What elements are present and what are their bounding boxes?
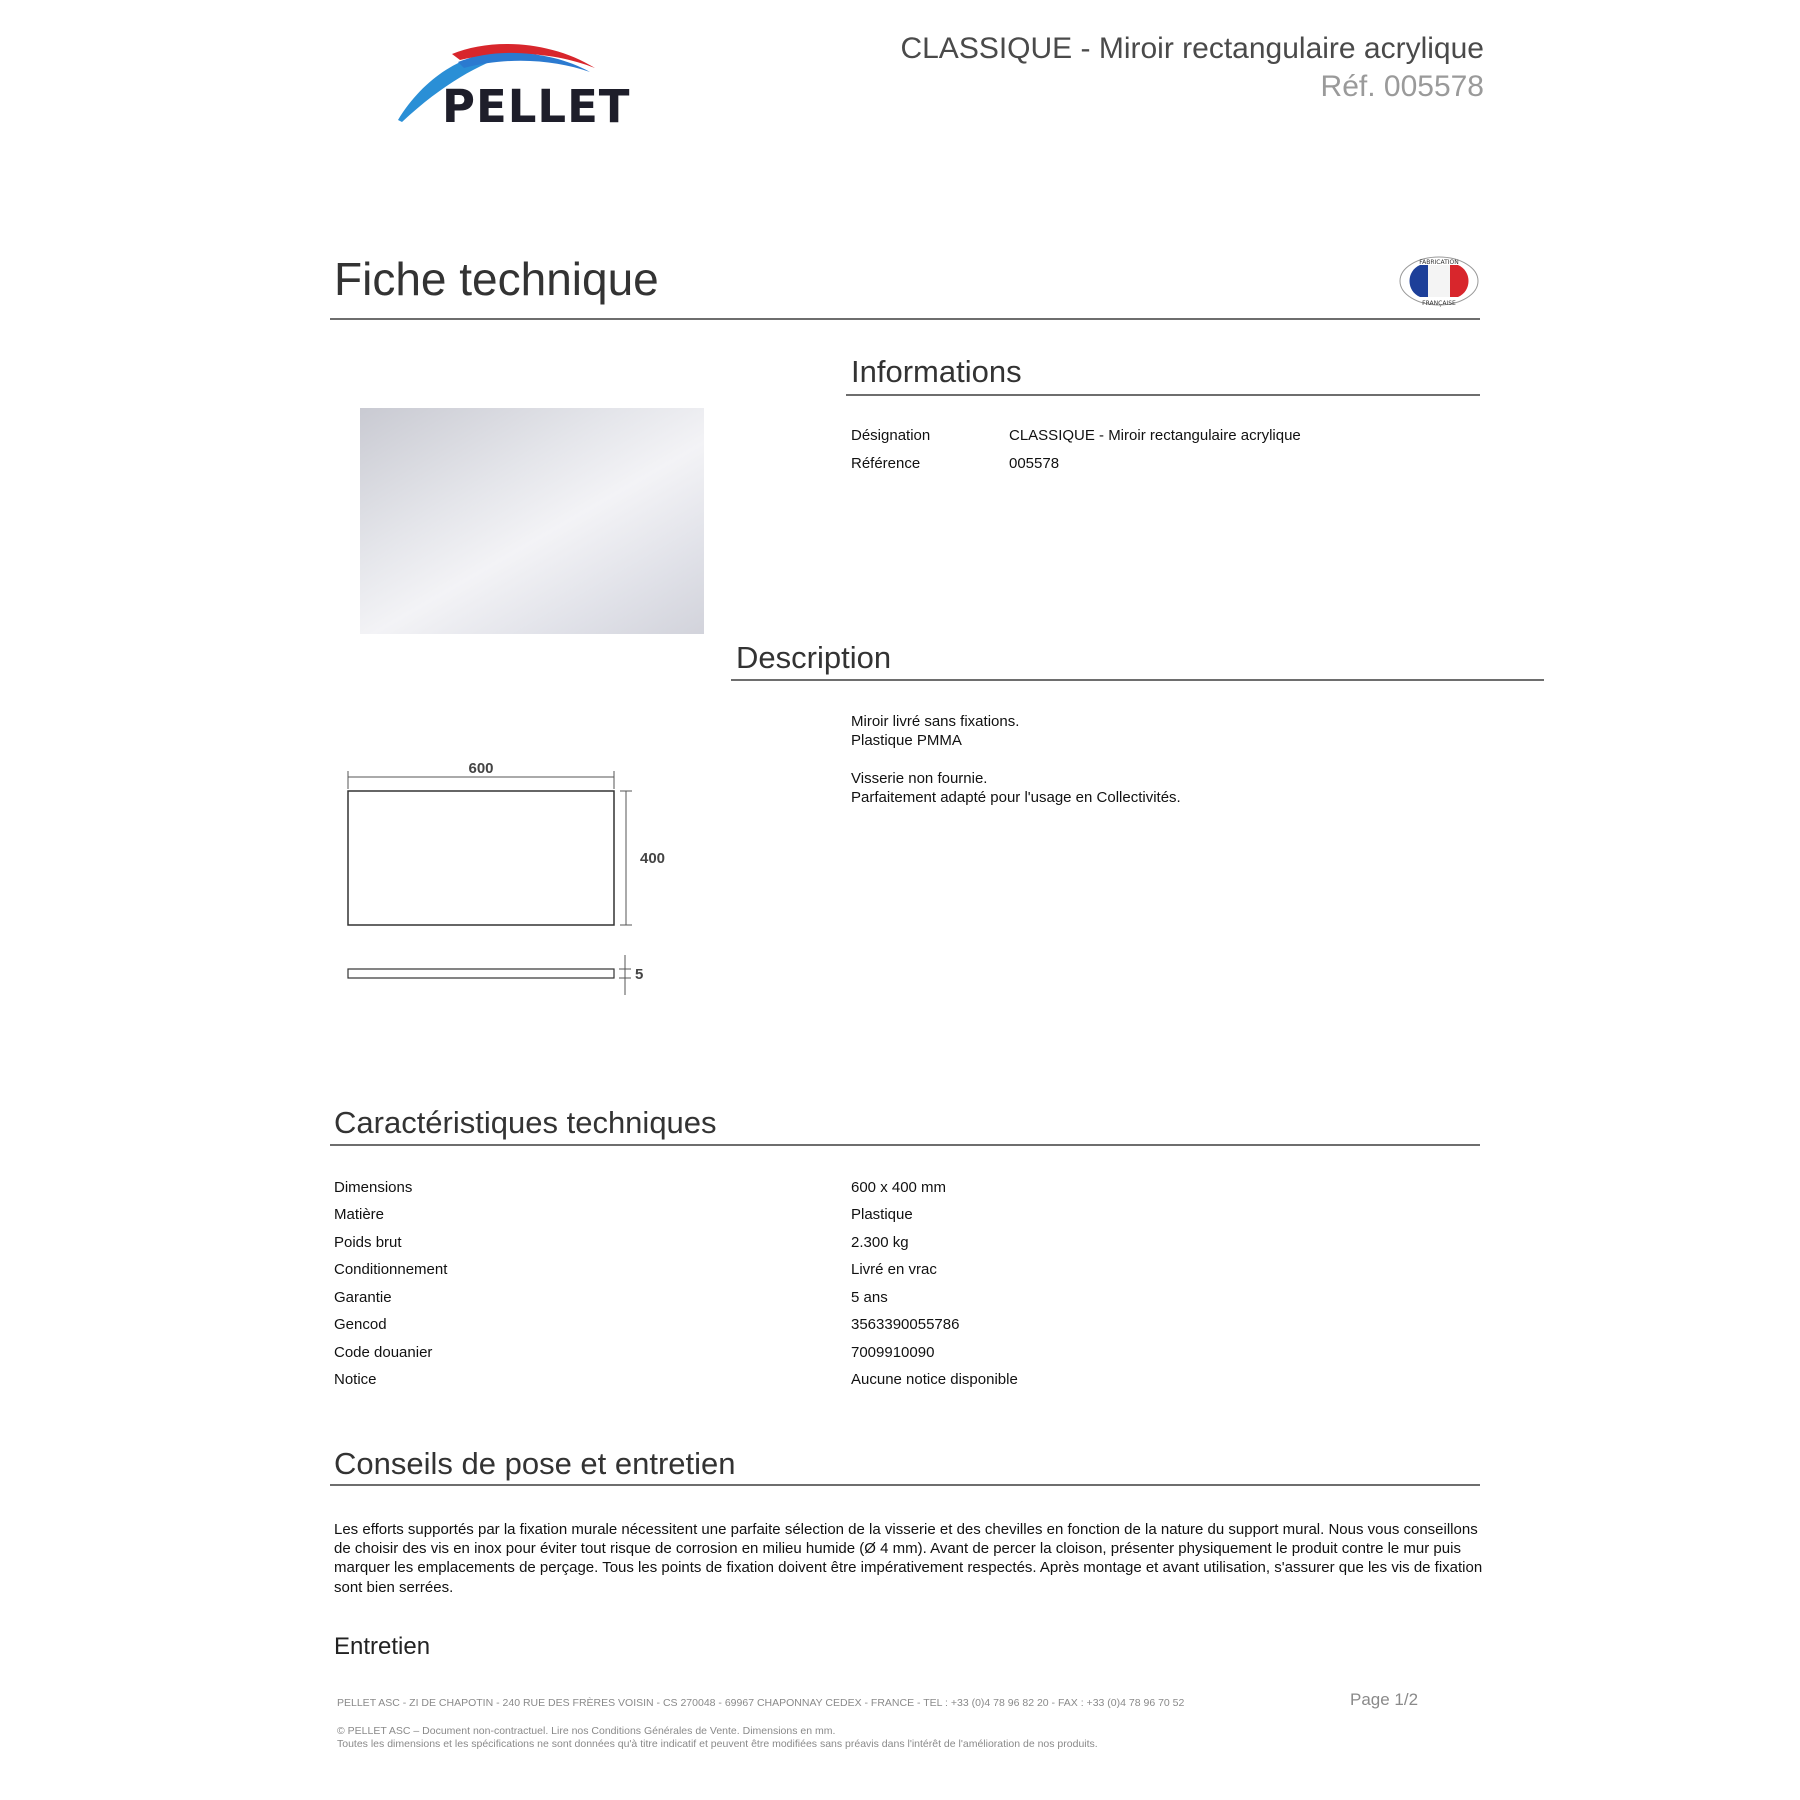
informations-divider xyxy=(846,394,1480,396)
spec-label: Code douanier xyxy=(334,1344,433,1361)
info-value-designation: CLASSIQUE - Miroir rectangulaire acrylique xyxy=(1009,427,1301,444)
info-label-reference: Référence xyxy=(851,455,921,472)
pellet-logo xyxy=(390,38,640,133)
fabrication-francaise-badge xyxy=(1398,255,1480,307)
info-value-reference: 005578 xyxy=(1009,455,1060,472)
info-label-designation: Désignation xyxy=(851,427,931,444)
conseils-divider xyxy=(330,1484,1480,1486)
thickness-dimension-label: 5 xyxy=(635,966,644,983)
product-photo xyxy=(360,408,704,634)
french-flag-icon xyxy=(1398,255,1480,307)
spec-label: Gencod xyxy=(334,1316,387,1333)
spec-label: Conditionnement xyxy=(334,1261,448,1278)
caracteristiques-divider xyxy=(330,1144,1480,1146)
brand-name: PELLET xyxy=(442,80,631,133)
spec-value: 5 ans xyxy=(851,1289,888,1306)
page-title: Fiche technique xyxy=(334,253,659,305)
badge-bottom-text: FRANÇAISE xyxy=(1422,300,1456,307)
width-dimension-label: 600 xyxy=(468,760,494,777)
footer-legal xyxy=(337,1725,1098,1751)
height-dimension-label: 400 xyxy=(640,850,666,867)
spec-value: 3563390055786 xyxy=(851,1316,960,1333)
technical-drawing xyxy=(340,755,670,1005)
spec-label: Poids brut xyxy=(334,1234,402,1251)
badge-top-text: FABRICATION xyxy=(1419,259,1459,266)
spec-value: Aucune notice disponible xyxy=(851,1371,1018,1388)
description-line-2: Plastique PMMA xyxy=(851,732,962,749)
header-reference: Réf. 005578 xyxy=(1320,70,1484,103)
header-title: CLASSIQUE - Miroir rectangulaire acrylique xyxy=(900,32,1484,65)
description-heading: Description xyxy=(736,640,892,675)
description-line-1: Miroir livré sans fixations. xyxy=(851,713,1020,730)
conseils-paragraph: Les efforts supportés par la fixation murale nécessitent une parfaite sélection de la visserie et des chevilles en fonction de la nature du support mural. Nous vous conseillons de choisir des vis en inox pour éviter tout risque de corrosion en milieu humide (Ø 4 mm). Avant de percer la cloison, présenter physiquement le produit contre le mur puis marquer les emplacements de perçage. Tous les points de fixation doivent être impérativement respectés. Après montage et avant utilisation, s'assurer que les vis de fixation sont bien serrées. xyxy=(334,1521,1483,1596)
description-line-4: Parfaitement adapté pour l'usage en Collectivités. xyxy=(851,789,1181,806)
spec-value: 600 x 400 mm xyxy=(851,1179,947,1196)
title-divider xyxy=(330,318,1480,320)
description-line-3: Visserie non fournie. xyxy=(851,770,988,787)
informations-heading: Informations xyxy=(851,354,1022,389)
entretien-heading: Entretien xyxy=(334,1633,431,1660)
spec-value: Livré en vrac xyxy=(851,1261,937,1278)
footer-disclaimer: Toutes les dimensions et les spécifications ne sont données qu'à titre indicatif et peuvent être modifiées sans préavis dans l'intérêt de l'amélioration de nos produits. xyxy=(337,1738,1098,1750)
page-number: Page 1/2 xyxy=(1350,1690,1419,1709)
spec-value: 2.300 kg xyxy=(851,1234,909,1251)
spec-value: Plastique xyxy=(851,1206,913,1223)
spec-value: 7009910090 xyxy=(851,1344,935,1361)
caracteristiques-heading: Caractéristiques techniques xyxy=(334,1105,717,1140)
description-divider xyxy=(731,679,1544,681)
footer-address: PELLET ASC - ZI DE CHAPOTIN - 240 RUE DES FRÈRES VOISIN - CS 270048 - 69967 CHAPONNAY CEDEX - FRANCE - TEL : +33 (0)4 78 96 82 20 - FAX : +33 (0)4 78 96 70 52 xyxy=(337,1697,1185,1709)
spec-label: Notice xyxy=(334,1371,377,1388)
spec-label: Dimensions xyxy=(334,1179,413,1196)
footer-copyright: © PELLET ASC – Document non-contractuel. Lire nos Conditions Générales de Vente. Dimensions en mm. xyxy=(337,1725,836,1737)
dimension-drawing xyxy=(340,755,670,1005)
spec-label: Garantie xyxy=(334,1289,392,1306)
conseils-heading: Conseils de pose et entretien xyxy=(334,1446,736,1481)
spec-label: Matière xyxy=(334,1206,385,1223)
